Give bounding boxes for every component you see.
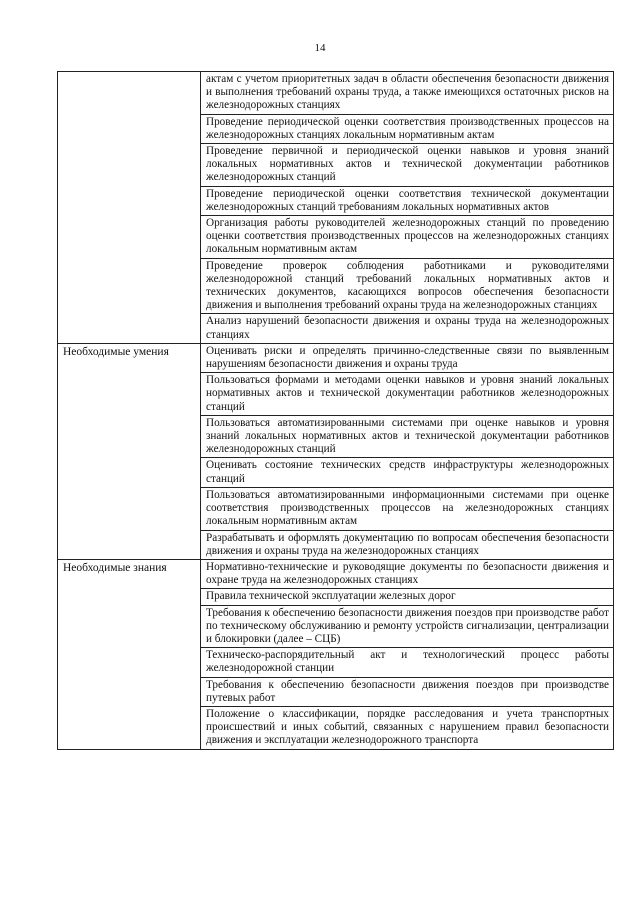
requirement-text: Нормативно-технические и руководящие документы по безопасности движения и охране труда на железнодорожных станциях <box>201 559 614 588</box>
requirement-text: Разрабатывать и оформлять документацию по вопросам обеспечения безопасности движения и охраны труда на железнодорожных станциях <box>201 530 614 559</box>
requirements-table <box>57 71 614 750</box>
requirement-text: Проведение первичной и периодической оценки навыков и уровня знаний локальных нормативных актов и технической документации работников железнодорожных станций <box>201 144 614 187</box>
section-label <box>58 72 201 344</box>
requirement-text: Пользоваться автоматизированными системами при оценке навыков и уровня знаний локальных нормативных актов и технической документации работников железнодорожных станций <box>201 415 614 458</box>
requirement-text: Положение о классификации, порядке расследования и учета транспортных происшествий и иных событий, связанных с нарушением правил безопасности движения и эксплуатации железнодорожного транспорта <box>201 706 614 749</box>
requirement-text: Пользоваться формами и методами оценки навыков и уровня знаний локальных нормативных актов и технической документации работников железнодорожных станций <box>201 373 614 416</box>
requirement-text: Правила технической эксплуатации железных дорог <box>201 589 614 605</box>
page-number: 14 <box>314 42 326 54</box>
table-row <box>58 559 614 588</box>
requirement-text: Проведение периодической оценки соответствия технической документации железнодорожных станций требованиям локальных нормативных актов <box>201 186 614 215</box>
table-row <box>58 72 614 115</box>
requirement-text: Оценивать риски и определять причинно-следственные связи по выявленным нарушениям безопасности движения и охраны труда <box>201 343 614 372</box>
requirement-text: Проведение периодической оценки соответствия производственных процессов на железнодорожных станциях локальным нормативным актам <box>201 114 614 143</box>
section-label: Необходимые знания <box>58 559 201 749</box>
requirement-text: актам с учетом приоритетных задач в области обеспечения безопасности движения и выполнения требований охраны труда, а также имеющихся остаточных рисков на железнодорожных станциях <box>201 72 614 115</box>
requirements-table-body <box>58 72 614 750</box>
requirement-text: Техническо-распорядительный акт и технологический процесс работы железнодорожной станции <box>201 648 614 677</box>
requirement-text: Требования к обеспечению безопасности движения поездов при производстве путевых работ <box>201 677 614 706</box>
table-row <box>58 343 614 372</box>
requirement-text: Требования к обеспечению безопасности движения поездов при производстве работ по техническому обслуживанию и ремонту устройств сигнализации, централизации и блокировки (далее – СЦБ) <box>201 605 614 648</box>
requirement-text: Пользоваться автоматизированными информационными системами при оценке соответствия производственных процессов на железнодорожных станциях локальным нормативным актам <box>201 487 614 530</box>
requirement-text: Анализ нарушений безопасности движения и охраны труда на железнодорожных станциях <box>201 314 614 343</box>
requirement-text: Проведение проверок соблюдения работниками и руководителями железнодорожной станций требований локальных нормативных актов и технических документов, касающихся вопросов обеспечения безопасности движения и выполнения требований охраны труда на железнодорожных станциях <box>201 258 614 314</box>
section-label: Необходимые умения <box>58 343 201 559</box>
requirement-text: Организация работы руководителей железнодорожных станций по проведению оценки соответствия производственных процессов на железнодорожных станциях локальным нормативным актам <box>201 216 614 259</box>
requirement-text: Оценивать состояние технических средств инфраструктуры железнодорожных станций <box>201 458 614 487</box>
